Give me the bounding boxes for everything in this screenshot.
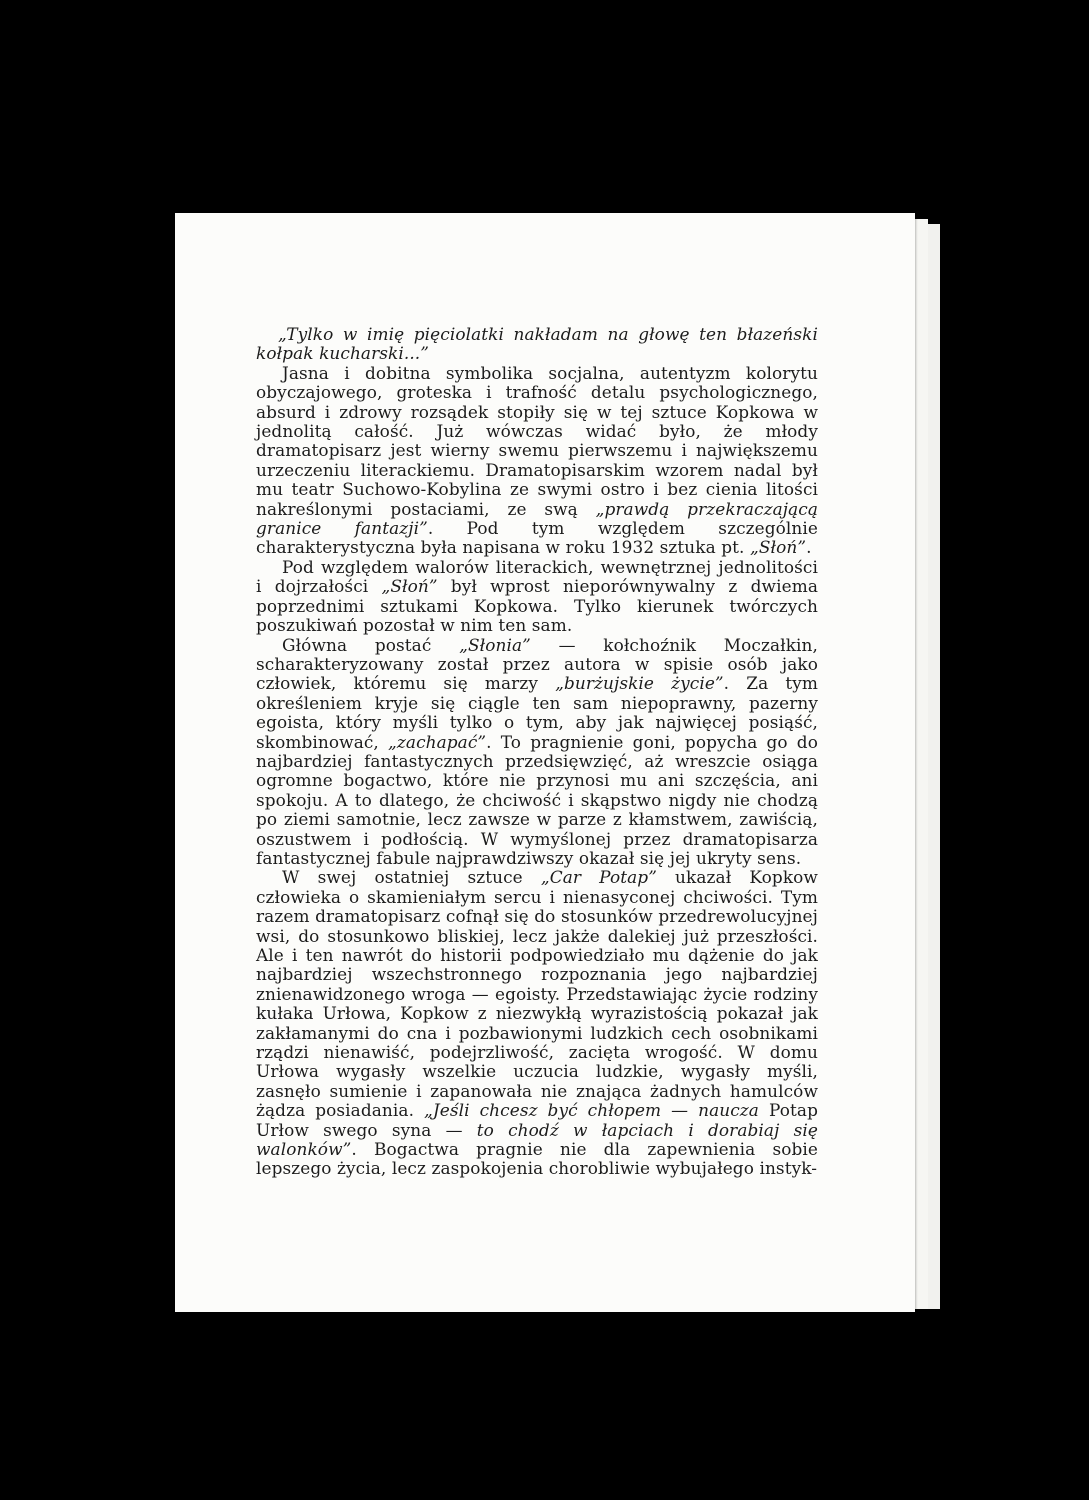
paragraph-2 bbox=[256, 558, 818, 636]
text-run: . Pod tym względem szczególnie charakterystyczna była napisana w roku 1932 sztuka pt. bbox=[256, 518, 818, 558]
text-run: . Bogactwa pragnie nie dla zapewnienia sobie lepszego życia, lecz zaspokojenia chorobliwie wybujałego instyk- bbox=[256, 1139, 818, 1179]
text-run: Główna postać bbox=[282, 634, 460, 655]
text-run: Pod względem walorów literackich, wewnętrznej jednolitości i dojrzałości bbox=[256, 556, 818, 597]
italic-run: „prawdą przekraczającą granice fantazji” bbox=[256, 498, 818, 539]
italic-run: „Słonia” bbox=[459, 634, 531, 655]
quote-paragraph bbox=[256, 325, 818, 364]
text-run: — kołchoźnik Moczałkin, scharakteryzowany został przez autora w spisie osób jako człowiek, któremu się marzy bbox=[256, 634, 819, 694]
text-run: . To pragnienie goni, popycha go do najbardziej fantastycznych przedsięwzięć, aż wreszcie osiąga ogromne bogactwo, które nie przynosi mu ani szczęścia, ani spokoju. A to dlatego, że chciwość i skąpstwo nigdy nie chodzą po ziemi samotnie, lecz zawsze w parze z kłamstwem, zawiścią, oszustwem i podłością. W wymyślonej przez dramatopisarza fantastycznej fabule najprawdziwszy okazał się jej ukryty sens. bbox=[256, 731, 818, 868]
document-page bbox=[175, 213, 915, 1312]
text-run: Jasna i dobitna symbolika socjalna, autentyzm kolorytu obyczajowego, groteska i trafność detalu psychologicznego, absurd i zdrowy rozsądek stopiły się w tej sztuce Kopkowa w jednolitą całość. Już wówczas widać było, że młody dramatopisarz jest wierny swemu pierwszemu i największemu urzeczeniu literackiemu. Dramatopisarskim wzorem nadal był mu teatr Suchowo-Kobylina ze swymi ostro i bez cienia litości nakreślonymi postaciami, ze swą bbox=[256, 362, 818, 519]
text-run: . Za tym określeniem kryje się ciągle ten sam niepoprawny, pazerny egoista, który myśli tylko o tym, aby jak najwięcej posiąść, skombinować, bbox=[256, 673, 818, 752]
paragraph-1 bbox=[256, 364, 818, 558]
text-run: W swej ostatniej sztuce bbox=[282, 867, 541, 888]
text-run: ukazał Kopkow człowieka o skamieniałym sercu i nienasyconej chciwości. Tym razem dramatopisarz cofnął się do stosunków przedrewolucyjnej wsi, do stosunkowo bliskiej, lecz jakże dalekiej już przeszłości. Ale i ten nawrót do historii podpowiedziało mu dążenie do jak najbardziej wszechstronnego rozpoznania jego najbardziej znienawidzonego wroga — egoisty. Przedstawiając życie rodziny kułaka Urłowa, Kopkow z niezwykłą wyrazistością pokazał jak zakłamanymi do cna i pozbawionymi ludzkich cech osobnikami rządzi nienawiść, podejrzliwość, zacięta wrogość. W domu Urłowa wygasły wszelkie uczucia ludzkie, wygasły myśli, zasnęło sumienie i zapanowała nie znająca żadnych hamulców żądza posiadania. bbox=[256, 867, 818, 1121]
italic-run: „burżujskie życie” bbox=[555, 673, 724, 694]
italic-run: „Słoń” bbox=[381, 576, 438, 597]
italic-run: „Słoń” bbox=[750, 537, 807, 558]
text-run: był wprost nieporównywalny z dwiema poprzednimi sztukami Kopkowa. Tylko kierunek twórczych poszukiwań pozostał w nim ten sam. bbox=[256, 576, 818, 636]
italic-run: „zachapać” bbox=[388, 731, 487, 752]
text-run: . bbox=[806, 537, 812, 558]
page-text bbox=[256, 325, 818, 1179]
italic-run: „Jeśli chcesz być chłopem — naucza bbox=[424, 1100, 759, 1121]
italic-run: to chodź w łapciach i dorabiaj się walonków” bbox=[256, 1119, 818, 1160]
italic-run: „Car Potap” bbox=[540, 867, 657, 888]
paragraph-4 bbox=[256, 868, 818, 1179]
text-run: Potap Urłow swego syna — bbox=[256, 1100, 818, 1140]
paragraph-3 bbox=[256, 636, 818, 869]
quote-text: „Tylko w imię pięciolatki nakładam na głowę ten błazeński kołpak kucharski...” bbox=[256, 324, 818, 364]
